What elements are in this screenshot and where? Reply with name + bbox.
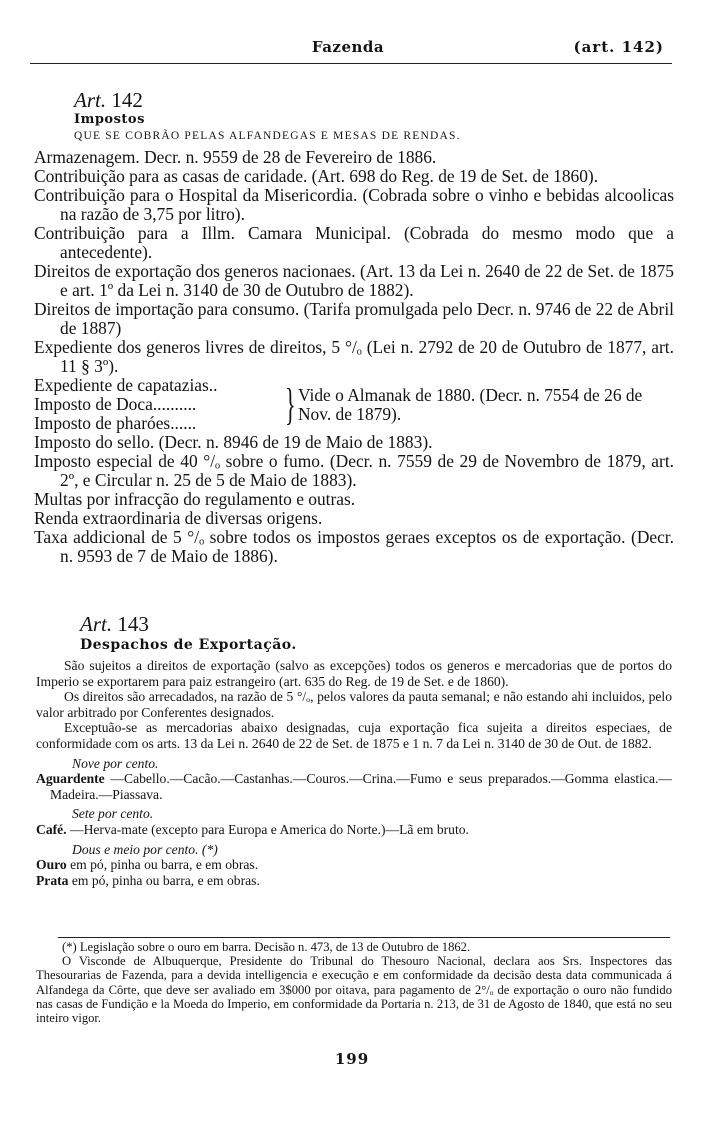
list-item: Direitos de importação para consumo. (Tarifa promulgada pelo Decr. n. 9746 de 22 de Abril de 1887): [34, 299, 674, 338]
brace-glyph: }: [285, 379, 296, 429]
grouped-entries: [34, 376, 674, 433]
item-text: —Cabello.—Cacão.—Castanhas.—Couros.—Crina.—Fumo e seus preparados.—Gomma elastica.—Madeira.—Piassava.: [50, 771, 672, 802]
rate-heading: Sete por cento.: [72, 806, 154, 822]
page-number: 199: [334, 1050, 370, 1068]
item-text: —Herva-mate (excepto para Europa e America do Norte.)—Lã em bruto.: [66, 821, 469, 837]
rate-item: [36, 873, 672, 889]
list-item: Contribuição para a Illm. Camara Municipal. (Cobrada do mesmo modo que a antecedente).: [34, 223, 674, 262]
article-143-body: [36, 658, 672, 888]
header-rule: [30, 63, 672, 64]
article-142-title: Impostos: [74, 112, 145, 127]
footnote-rule: [58, 937, 670, 938]
running-title: Fazenda: [311, 38, 385, 56]
rate-heading: Dous e meio por cento. (*): [72, 841, 218, 857]
list-item: Imposto do sello. (Decr. n. 8946 de 19 de Maio de 1883).: [34, 432, 433, 452]
paragraph: Exceptuão-se as mercadorias abaixo designadas, cuja exportação fica sujeita a direitos especiaes, de conformidade com os arts. 13 da Lei n. 2640 de 22 de Set. de 1875 e 1 n. 7 da Lei n. 3140 de 30 de Out. de 1882.: [36, 720, 672, 751]
list-item: Multas por infracção do regulamento e outras.: [34, 489, 356, 509]
list-item: Contribuição para o Hospital da Misericordia. (Cobrada sobre o vinho e bebidas alcoolicas na razão de 3,75 por litro).: [34, 185, 674, 224]
item-key: Ouro: [36, 857, 67, 873]
list-item: Contribuição para as casas de caridade. (Art. 698 do Reg. de 19 de Set. de 1860).: [34, 166, 599, 186]
article-reference: (art. 142): [573, 38, 664, 56]
list-item: Imposto de pharóes......: [34, 413, 197, 433]
list-item: Taxa addicional de 5 °/ₒ sobre todos os impostos geraes exceptos os de exportação. (Decr. n. 9593 de 7 de Maio de 1886).: [34, 527, 674, 566]
article-142-subtitle: QUE SE COBRÃO PELAS ALFANDEGAS E MESAS DE RENDAS.: [74, 130, 461, 142]
rate-heading: Nove por cento.: [72, 755, 159, 771]
footnote-paragraph: O Visconde de Albuquerque, Presidente do Tribunal do Thesouro Nacional, declara aos Srs. Inspectores das Thesourarias de Fazenda, para a devida intelligencia e execução e em conformidade da decisão desta data communicada á Alfandega da Côrte, que deve ser avaliado em 3$000 por oitava, para pagamento de 2°/ₒ de exportação o ouro não fundido nas casas de Fundição e la Moeda do Imperio, em conformidade da Portaria n. 213, de 31 de Agosto de 1840, que está no seu inteiro vigor.: [36, 954, 672, 1026]
article-number: 143: [117, 612, 149, 636]
article-143-title: Despachos de Exportação.: [80, 637, 297, 653]
footnote-paragraph: (*) Legislação sobre o ouro em barra. Decisão n. 473, de 13 de Outubro de 1862.: [62, 940, 471, 954]
item-text: em pó, pinha ou barra, e em obras.: [68, 872, 260, 888]
item-key: Café.: [36, 821, 67, 837]
article-label: Art.: [80, 612, 113, 636]
running-header: [32, 38, 664, 64]
paragraph: Os direitos são arrecadados, na razão de 5 °/ₒ, pelos valores da pauta semanal; e não estando ahi incluidos, pelo valor arbitrado por Conferentes designados.: [36, 689, 672, 720]
rate-item: [36, 822, 672, 838]
list-item: Renda extraordinaria de diversas origens.: [34, 508, 323, 528]
item-key: Aguardente: [36, 771, 105, 787]
item-text: em pó, pinha ou barra, e em obras.: [66, 857, 259, 873]
article-143-heading: [80, 612, 149, 637]
grouped-note: Vide o Almanak de 1880. (Decr. n. 7554 de 26 de Nov. de 1879).: [298, 384, 643, 424]
grouped-names: [34, 376, 286, 433]
list-item: Imposto de Doca..........: [34, 394, 197, 414]
list-item: Expediente dos generos livres de direitos, 5 °/ₒ (Lei n. 2792 de 20 de Outubro de 1877, art. 11 § 3º).: [34, 337, 674, 376]
tax-list: [34, 148, 674, 566]
list-item: Direitos de exportação dos generos nacionaes. (Art. 13 da Lei n. 2640 de 22 de Set. de 1875 e art. 1º da Lei n. 3140 de 30 de Outubro de 1882).: [34, 261, 674, 300]
list-item: Imposto especial de 40 °/ₒ sobre o fumo. (Decr. n. 7559 de 29 de Novembro de 1879, art. 2º, e Circular n. 25 de 5 de Maio de 1883).: [34, 451, 674, 490]
rate-item: [36, 857, 672, 873]
list-item: Armazenagem. Decr. n. 9559 de 28 de Fevereiro de 1886.: [34, 147, 437, 167]
item-key: Prata: [36, 872, 69, 888]
article-142-heading: [74, 88, 143, 113]
footnote: [36, 940, 672, 1025]
list-item: Expediente de capatazias..: [34, 375, 218, 395]
rate-item: [36, 771, 672, 802]
article-label: Art.: [74, 88, 107, 112]
paragraph: São sujeitos a direitos de exportação (salvo as excepções) todos os generos e mercadorias que de portos do Imperio se exportarem para paiz estrangeiro (art. 635 do Reg. de 19 de Set. e de 1860).: [36, 658, 672, 689]
article-number: 142: [111, 88, 143, 112]
